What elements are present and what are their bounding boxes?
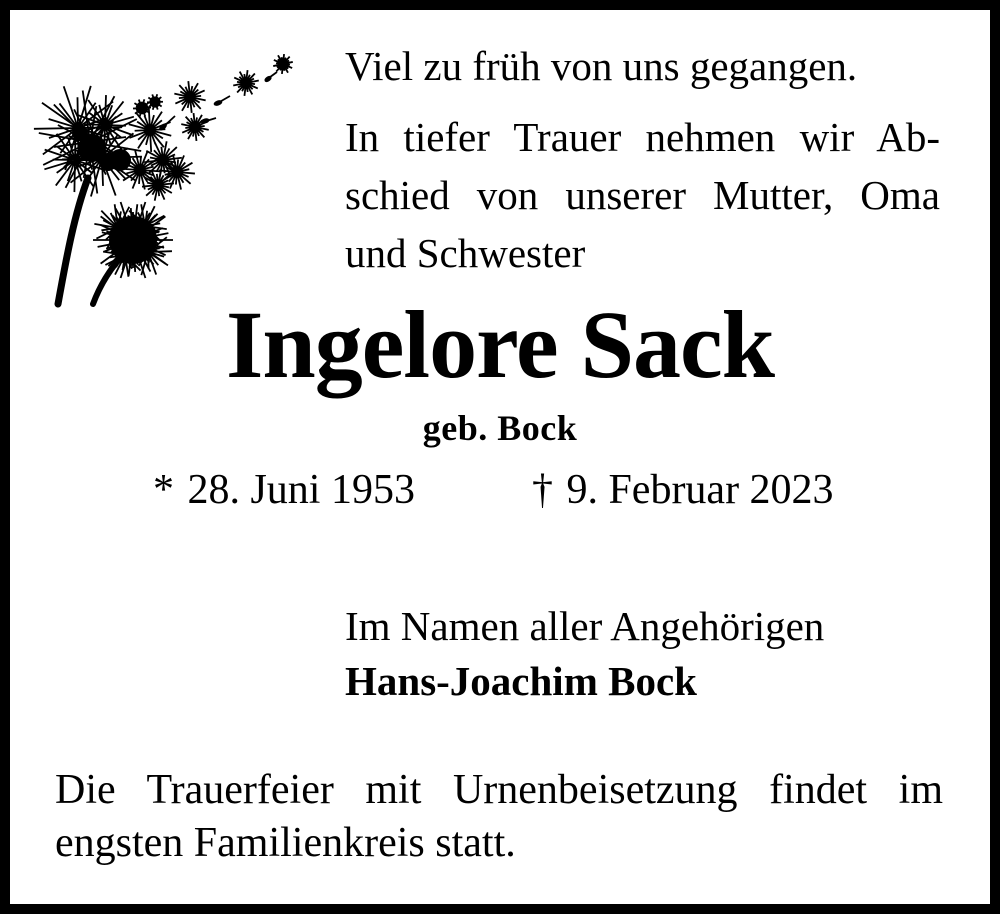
dandelion-icon: [30, 30, 310, 315]
birth-date: 28. Juni 1953: [187, 467, 415, 513]
intro-line-2: schied von unserer Mutter, Oma: [345, 172, 940, 218]
dandelion-head-large: [30, 69, 196, 209]
closing-paragraph: [55, 764, 943, 870]
birth-star-symbol: *: [153, 467, 174, 513]
death-date: 9. Februar 2023: [566, 467, 834, 513]
birth-date-group: [153, 469, 415, 511]
opening-line: Viel zu früh von uns gegangen.: [345, 43, 858, 89]
life-dates: [0, 469, 1000, 529]
maiden-name: geb. Bock: [422, 408, 578, 448]
intro-paragraph: [345, 108, 940, 282]
death-date-group: [532, 469, 834, 511]
closing-line-2: engsten Familienkreis statt.: [55, 820, 516, 866]
mourners-block: [345, 599, 905, 709]
death-cross-symbol: †: [532, 467, 553, 513]
closing-line-1: Die Trauerfeier mit Urnenbeisetzung findet im: [55, 767, 943, 813]
intro-line-1: In tiefer Trauer nehmen wir Ab-: [345, 114, 940, 160]
mourner-intro: Im Namen aller Angehörigen: [345, 603, 825, 649]
intro-line-3: und Schwester: [345, 230, 586, 276]
dandelion-head-small: [86, 194, 180, 286]
deceased-name: Ingelore Sack: [226, 291, 774, 398]
mourner-name: Hans-Joachim Bock: [345, 658, 697, 704]
dandelion-stem-left: [58, 178, 88, 304]
